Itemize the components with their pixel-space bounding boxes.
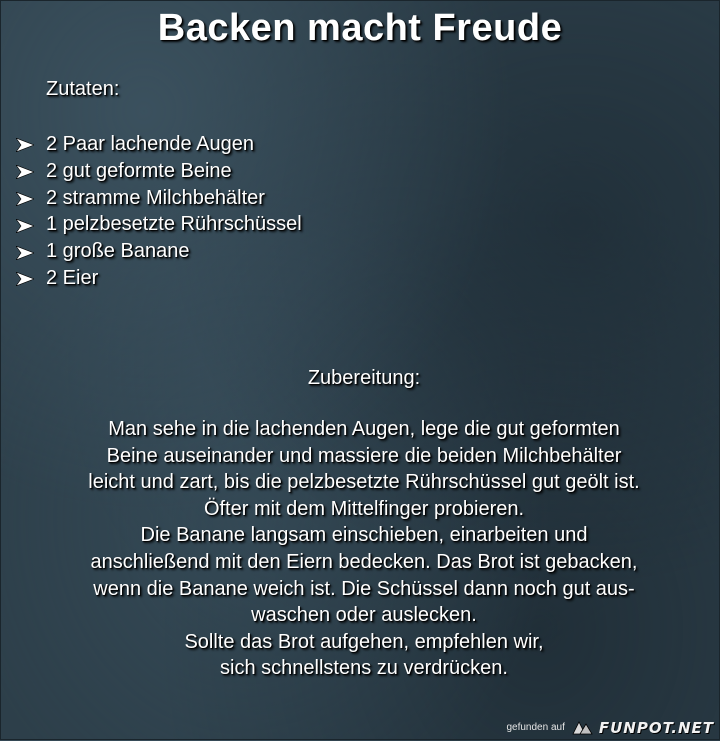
page-title: Backen macht Freude xyxy=(157,7,563,49)
arrowhead-bullet-icon xyxy=(16,272,34,286)
funpot-logo-icon xyxy=(571,720,593,736)
watermark-prefix: gefunden auf xyxy=(506,722,565,733)
preparation-line: anschließend mit den Eiern bedecken. Das Brot ist gebacken, xyxy=(90,550,638,573)
arrowhead-bullet-icon xyxy=(16,246,34,260)
ingredient-text: 2 stramme Milchbehälter xyxy=(46,186,265,209)
arrowhead-bullet-icon xyxy=(16,138,34,152)
list-item xyxy=(16,131,302,158)
preparation-line: wenn die Banane weich ist. Die Schüssel dann noch gut aus- xyxy=(93,577,635,600)
list-item xyxy=(16,211,302,238)
arrowhead-bullet-icon xyxy=(16,219,34,233)
preparation-line: Beine auseinander und massiere die beiden Milchbehälter xyxy=(106,444,622,467)
list-item xyxy=(16,158,302,185)
list-item xyxy=(16,265,302,292)
preparation-line: Sollte das Brot aufgehen, empfehlen wir, xyxy=(184,630,544,653)
preparation-text xyxy=(0,416,720,682)
ingredients-heading: Zutaten: xyxy=(46,78,120,100)
preparation-line: sich schnellstens zu verdrücken. xyxy=(220,657,508,680)
watermark-site[interactable]: FUNPOT.NET xyxy=(598,719,714,737)
watermark xyxy=(506,720,714,736)
preparation-line: Öfter mit dem Mittelfinger probieren. xyxy=(203,497,525,520)
ingredient-text: 2 Eier xyxy=(46,266,99,289)
ingredient-text: 2 Paar lachende Augen xyxy=(46,133,254,155)
arrowhead-bullet-icon xyxy=(16,192,34,206)
preparation-line: Man sehe in die lachenden Augen, lege die gut geformten xyxy=(108,418,620,440)
ingredient-text: 1 pelzbesetzte Rührschüssel xyxy=(46,213,302,236)
ingredient-text: 1 große Banane xyxy=(46,240,190,263)
ingredients-list xyxy=(16,131,302,292)
preparation-line: waschen oder auslecken. xyxy=(251,604,477,627)
list-item xyxy=(16,185,302,212)
preparation-line: leicht und zart, bis die pelzbesetzte Rührschüssel gut geölt ist. xyxy=(88,471,640,494)
preparation-heading: Zubereitung: xyxy=(307,367,421,389)
preparation-line: Die Banane langsam einschieben, einarbeiten und xyxy=(140,524,588,547)
ingredient-text: 2 gut geformte Beine xyxy=(46,159,232,182)
arrowhead-bullet-icon xyxy=(16,165,34,179)
list-item xyxy=(16,238,302,265)
